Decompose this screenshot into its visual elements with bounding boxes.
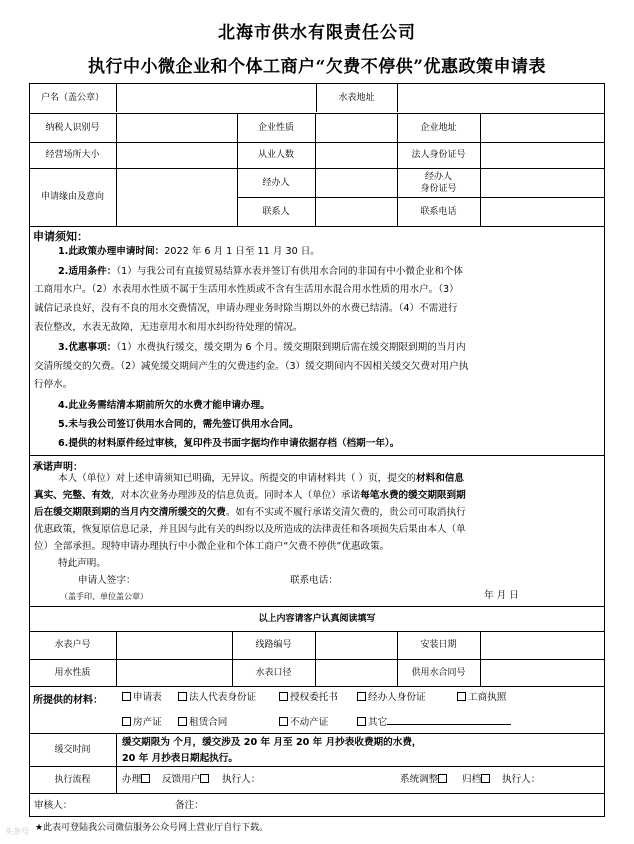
contract-no-label: 供用水合同号: [411, 667, 466, 678]
contact-person-field[interactable]: [315, 197, 397, 226]
notice-item-2-line1: （1）与我公司有直接贸易结算水表并签订有供用水合同的非国有中小微企业和个体: [116, 266, 463, 277]
notice-item-5: 5.未与我公司签订供用水合同的，需先签订供用水合同。: [58, 419, 299, 430]
deferral-label: 缓交时间: [54, 744, 91, 755]
notice-item-4: 4.此业务需结清本期前所欠的水费才能申请办理。: [58, 400, 270, 411]
legal-id-field[interactable]: [480, 142, 605, 168]
handler-id-field[interactable]: [480, 168, 605, 197]
meter-address-label: 水表地址: [338, 93, 375, 103]
notice-item-2: [58, 263, 463, 280]
date-line: 年 月 日: [484, 590, 519, 601]
material-item[interactable]: [279, 714, 328, 731]
process-feedback[interactable]: [162, 771, 211, 788]
taxpayer-id-label: 纳税人识别号: [45, 122, 100, 133]
commitment-line5: 位）全部承担。现特申请办理执行中小微企业和个体工商户“欠费不停供”优惠政策。: [34, 541, 390, 552]
material-item[interactable]: [122, 689, 162, 706]
commitment-line2-bold2: 每笔水费的缓交期限到期: [360, 490, 466, 501]
checkbox-icon: [438, 774, 447, 783]
handler-field[interactable]: [315, 168, 397, 197]
notice-item-2-line3: 诚信记录良好，没有不良的用水交费情况，申请办理业务时除当期以外的水费已结清。（4）不需进行: [34, 303, 458, 314]
commitment-line1: [58, 470, 464, 487]
handler-label: 经办人: [262, 177, 290, 188]
commitment-line6: 特此声明。: [58, 558, 106, 569]
contact-person-label: 联系人: [262, 206, 290, 217]
checkbox-icon: [457, 692, 466, 701]
install-date-label: 安装日期: [420, 640, 457, 650]
material-item-other[interactable]: [357, 714, 511, 731]
form-title: 执行中小微企业和个体工商户“欠费不停供”优惠政策申请表: [87, 57, 547, 77]
business-area-label: 经营场所大小: [45, 150, 100, 160]
other-material-input[interactable]: [387, 715, 511, 725]
handler-id-label-line2: 身份证号: [420, 183, 457, 194]
notice-item-2-label: 2.适用条件：: [58, 266, 117, 277]
water-nature-label: 用水性质: [54, 667, 91, 678]
process-sys-adjust[interactable]: [400, 771, 449, 788]
employees-field[interactable]: [315, 142, 397, 168]
commitment-line1-text: 本人（单位）对上述申请须知已明确，无异议。所提交的申请材料共（ ）页，提交的: [58, 473, 417, 484]
company-name: 北海市供水有限责任公司: [218, 23, 416, 43]
commitment-line1-bold: 材料和信息: [416, 473, 464, 484]
checkbox-icon: [481, 774, 490, 783]
material-label: 法人代表身份证: [189, 692, 257, 703]
reason-label: 申请缘由及意向: [40, 192, 104, 202]
material-item[interactable]: [178, 714, 227, 731]
employees-label: 从业人数: [257, 150, 294, 160]
material-label: 房产证: [133, 717, 162, 728]
checkbox-icon: [178, 717, 187, 726]
material-item[interactable]: [457, 689, 506, 706]
materials-label: 所提供的材料：: [33, 695, 103, 706]
process-executor-label: 执行人：: [222, 774, 261, 785]
checkbox-icon: [279, 717, 288, 726]
commitment-line2-text: ，对本次业务办理涉及的信息负责。同时本人（单位）承诺: [110, 490, 361, 501]
meter-address-field[interactable]: [397, 83, 605, 113]
checkbox-icon: [200, 774, 209, 783]
deferral-line1: 缓交期限为 个月，缓交涉及 20 年 月至 20 年 月抄表收费期的水费，: [122, 737, 422, 748]
notice-item-2-line2: 工商用水户。（2）水表用水性质不属于生活用水性质或不含有生活用水混合用水性质的用水户。（3）: [34, 284, 459, 295]
process-executor2-label: 执行人：: [502, 774, 541, 785]
checkbox-icon: [122, 717, 131, 726]
watermark: 头条号: [5, 827, 29, 836]
handler-id-label-line1: 经办人: [424, 171, 452, 182]
meter-account-label: 水表户号: [54, 640, 91, 650]
process-sys-adjust-label: 系统调整: [400, 774, 439, 785]
meter-caliber-label: 水表口径: [255, 667, 292, 678]
material-label: 工商执照: [468, 692, 507, 703]
notice-item-6: 6.提供的材料原件经过审核，复印件及书面字据均作申请依据存档（档期一年）。: [58, 438, 400, 449]
install-date-field[interactable]: [480, 631, 605, 659]
line-number-field[interactable]: [315, 631, 397, 659]
checkbox-icon: [357, 692, 366, 701]
enterprise-address-label: 企业地址: [420, 122, 457, 133]
enterprise-address-field[interactable]: [480, 113, 605, 142]
notice-heading: 申请须知：: [33, 230, 88, 243]
checkbox-icon: [357, 717, 366, 726]
business-area-field[interactable]: [116, 142, 237, 168]
checkbox-icon: [141, 774, 150, 783]
taxpayer-id-field[interactable]: [116, 113, 237, 142]
applicant-signature-label: 申请人签字：: [78, 575, 136, 586]
contact-phone-field[interactable]: [480, 197, 605, 226]
checkbox-icon: [178, 692, 187, 701]
water-nature-field[interactable]: [116, 659, 232, 686]
commitment-line2-bold: 真实、完整、有效: [34, 490, 111, 501]
account-name-label: 户名（盖公章）: [40, 93, 104, 103]
notice-item-3-label: 3.优惠事项：: [58, 342, 117, 353]
contract-no-field[interactable]: [480, 659, 605, 686]
seal-note: （盖手印、单位盖公章）: [60, 592, 148, 601]
notice-item-3-line3: 行停水。: [34, 379, 73, 390]
deferral-line2: 20 年 月抄表日期起执行。: [122, 753, 238, 764]
checkbox-icon: [279, 692, 288, 701]
process-handle[interactable]: [122, 771, 152, 788]
meter-caliber-field[interactable]: [315, 659, 397, 686]
commitment-line3-text: 。如有不实或不履行承诺交清欠费的，贵公司可取消执行: [225, 507, 466, 518]
notice-item-3-line2: 交清所缓交的欠费。（2）减免缓交期间产生的欠费违约金。（3）缓交期间内不因相关缓交欠费对用户执: [34, 361, 469, 372]
material-item[interactable]: [178, 689, 256, 706]
process-feedback-label: 反馈用户: [162, 774, 201, 785]
notice-item-1-label: 1.此政策办理申请时间：: [58, 246, 165, 257]
line-number-label: 线路编号: [255, 640, 292, 650]
material-label: 授权委托书: [290, 692, 338, 703]
checkbox-icon: [122, 692, 131, 701]
process-archive-label: 归档: [462, 774, 482, 785]
material-label: 其它: [368, 717, 388, 728]
process-label: 执行流程: [54, 774, 91, 785]
handler-id-label: [397, 168, 480, 197]
notice-item-1: [58, 243, 320, 260]
commitment-line3: [34, 504, 466, 521]
commitment-line3-bold: 后在缓交期限到期的当月内交清所缓交的欠费: [34, 507, 226, 518]
commitment-heading: 承诺声明：: [33, 462, 83, 473]
legal-id-label: 法人身份证号: [411, 150, 466, 160]
material-item[interactable]: [357, 689, 426, 706]
enterprise-type-label: 企业性质: [257, 122, 294, 133]
notice-item-2-line4: 表位整改，水表无故障，无违章用水和用水纠纷待处理的情况。: [34, 322, 303, 333]
internal-banner: 以上内容请客户认真阅读填写: [258, 613, 376, 624]
material-label: 不动产证: [290, 717, 329, 728]
reason-field[interactable]: [116, 168, 237, 226]
material-label: 申请表: [133, 692, 162, 703]
process-handle-label: 办理: [122, 774, 142, 785]
material-label: 经办人身份证: [368, 692, 426, 703]
notice-item-1-text: 2022 年 6 月 1 日至 11 月 30 日。: [164, 246, 320, 257]
footer-note: ★此表可登陆我公司微信服务公众号网上营业厅自行下载。: [35, 823, 269, 833]
meter-account-field[interactable]: [116, 631, 232, 659]
material-label: 租赁合同: [189, 717, 228, 728]
contact-phone-label: 联系电话: [420, 206, 457, 217]
commitment-line4: 优惠政策，恢复原信息记录，并且因与此有关的纠纷以及所造成的法律责任和各项损失后果由本人（单: [34, 524, 466, 535]
notice-item-3: [58, 339, 466, 356]
material-item[interactable]: [122, 714, 162, 731]
notice-item-3-line1: （1）水费执行缓交，缓交期为 6 个月。缓交期限到期后需在缓交期限到期的当月内: [116, 342, 466, 353]
enterprise-type-field[interactable]: [315, 113, 397, 142]
process-archive[interactable]: [462, 771, 492, 788]
reviewer-label: 审核人：: [34, 800, 73, 811]
material-item[interactable]: [279, 689, 338, 706]
commitment-line2: [34, 487, 466, 504]
applicant-phone-label: 联系电话：: [290, 575, 338, 586]
account-name-field[interactable]: [116, 83, 316, 113]
remark-label: 备注：: [175, 800, 204, 811]
